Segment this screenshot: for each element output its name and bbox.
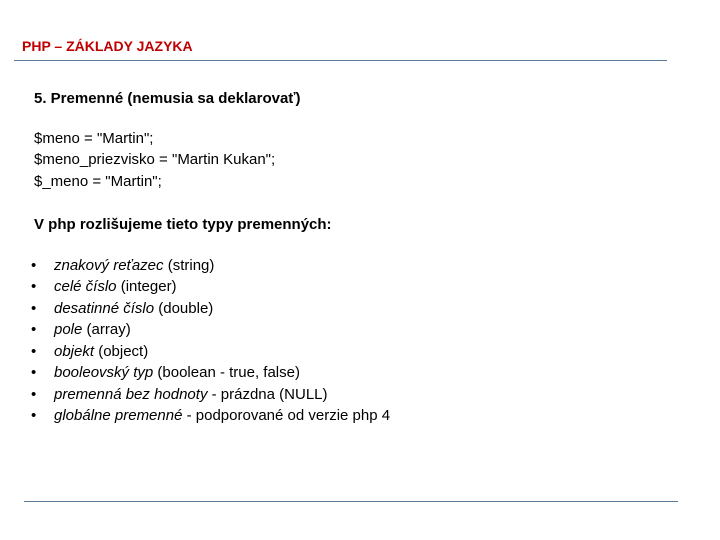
type-term: globálne premenné (54, 407, 183, 424)
title-divider (14, 60, 667, 61)
type-description: - prázdna (NULL) (207, 385, 328, 403)
type-list (31, 255, 674, 427)
bullet-icon: • (31, 385, 37, 403)
type-term: booleovský typ (54, 364, 154, 381)
type-term: objekt (54, 342, 95, 360)
type-description: (object) (94, 342, 149, 360)
type-description: (array) (82, 321, 131, 338)
slide-title: PHP – ZÁKLADY JAZYKA (22, 38, 193, 54)
bullet-icon: • (31, 321, 37, 338)
bullet-icon: • (31, 364, 37, 381)
bullet-icon: • (31, 407, 37, 424)
list-item (31, 255, 674, 277)
types-heading: V php rozlišujeme tieto typy premenných: (34, 216, 332, 233)
type-term: celé číslo (54, 278, 117, 295)
code-line: $meno_priezvisko = "Martin Kukan"; (34, 151, 276, 168)
type-term: znakový reťazec (54, 256, 164, 274)
section-heading: 5. Premenné (nemusia sa deklarovať) (34, 90, 301, 107)
list-item (31, 319, 674, 341)
list-item (31, 298, 674, 320)
bullet-icon: • (31, 342, 37, 360)
list-item (31, 405, 674, 427)
list-item (31, 276, 674, 298)
footer-divider (24, 501, 678, 502)
slide-content (31, 88, 674, 427)
bullet-icon: • (31, 256, 37, 274)
type-description: (string) (163, 256, 215, 274)
list-item (31, 384, 674, 406)
type-term: pole (54, 321, 83, 338)
type-description: (double) (154, 299, 214, 317)
bullet-icon: • (31, 299, 37, 317)
type-description: - podporované od verzie php 4 (182, 407, 391, 424)
list-item (31, 341, 674, 363)
type-term: premenná bez hodnoty (54, 385, 208, 403)
list-item (31, 362, 674, 384)
code-example (34, 128, 674, 193)
code-line: $_meno = "Martin"; (34, 172, 162, 190)
type-term: desatinné číslo (54, 299, 155, 317)
type-description: (boolean - true, false) (153, 364, 300, 381)
bullet-icon: • (31, 278, 37, 295)
code-line: $meno = "Martin"; (34, 129, 154, 147)
type-description: (integer) (116, 278, 177, 295)
